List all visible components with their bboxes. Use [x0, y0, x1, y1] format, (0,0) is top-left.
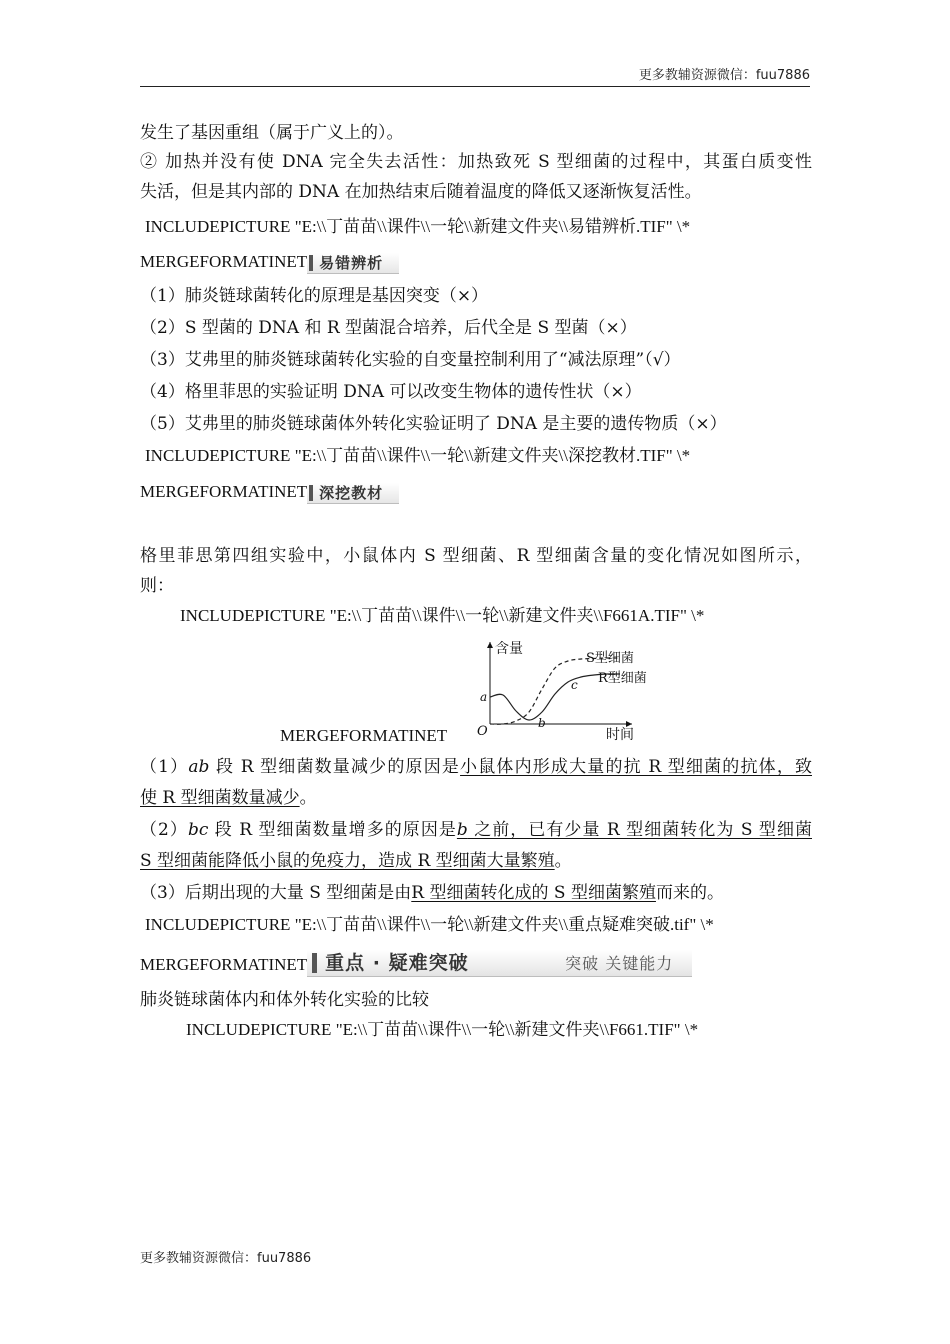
paragraph-line: ② 加热并没有使 DNA 完全失去活性：加热致死 S 型细菌的过程中，其蛋白质变性	[140, 152, 812, 172]
answer-2-line-2: S 型细菌能降低小鼠的免疫力，造成 R 型细菌大量繁殖。	[140, 851, 572, 871]
chart-plot	[480, 650, 647, 730]
field-code-line: INCLUDEPICTURE "E:\\丁苗苗\\课件\\一轮\\新建文件夹\\F661A.TIF" \*	[180, 606, 705, 625]
question-line: 则：	[140, 576, 174, 596]
judgement-item: （4）格里菲思的实验证明 DNA 可以改变生物体的遗传性状（×）	[140, 382, 642, 402]
y-axis-label: 含量	[495, 641, 523, 657]
paragraph-line: 失活，但是其内部的 DNA 在加热结束后随着温度的降低又逐渐恢复活性。	[140, 182, 702, 202]
banner-title: 重点 · 疑难突破	[325, 952, 469, 974]
annotation-c: c	[571, 678, 578, 692]
merge-format-text: MERGEFORMATINET	[140, 482, 308, 501]
field-code-line	[140, 250, 812, 274]
annotation-b: b	[538, 716, 546, 730]
series-line-s-bacteria	[490, 658, 620, 724]
merge-format-text: MERGEFORMATINET	[140, 252, 308, 271]
field-code-line: INCLUDEPICTURE "E:\\丁苗苗\\课件\\一轮\\新建文件夹\\F661.TIF" \*	[186, 1020, 699, 1039]
banner-bar	[309, 485, 313, 501]
page-header: 更多教辅资源微信：fuu7886	[140, 64, 810, 87]
page-footer: 更多教辅资源微信：fuu7886	[140, 1251, 312, 1266]
section-title: 肺炎链球菌体内和体外转化实验的比较	[140, 990, 429, 1010]
field-code-line	[140, 950, 812, 977]
field-code-line: INCLUDEPICTURE "E:\\丁苗苗\\课件\\一轮\\新建文件夹\\重点疑难突破.tif" \*	[145, 915, 714, 934]
banner-title: 易错辨析	[319, 254, 384, 272]
answer-2-line-1: （2）bc 段 R 型细菌数量增多的原因是b 之前，已有少量 R 型细菌转化为 S 型细菌	[140, 820, 812, 840]
annotation-a: a	[480, 690, 488, 704]
y-axis-arrow	[487, 642, 493, 648]
judgement-item: （3）艾弗里的肺炎链球菌转化实验的自变量控制利用了“减法原理”（√）	[140, 350, 681, 370]
judgement-item: （2）S 型菌的 DNA 和 R 型菌混合培养，后代全是 S 型菌（×）	[140, 318, 637, 338]
answer-3-line: （3）后期出现的大量 S 型细菌是由R 型细菌转化成的 S 型细菌繁殖而来的。	[140, 883, 724, 903]
section-banner-textbook	[307, 483, 399, 504]
answer-1-line-1: （1）ab 段 R 型细菌数量减少的原因是小鼠体内形成大量的抗 R 型细菌的抗体，致	[140, 757, 812, 777]
banner-title: 深挖教材	[319, 484, 384, 502]
answer-3-fill: R 型细菌转化成的 S 型细菌繁殖	[411, 883, 656, 903]
judgement-item: （1）肺炎链球菌转化的原理是基因突变（×）	[140, 286, 489, 306]
section-banner-key-points	[307, 950, 692, 977]
banner-bar	[309, 255, 313, 271]
origin-label: O	[477, 724, 488, 739]
section-banner-mistakes	[307, 253, 399, 274]
answer-2-fill: S 型细菌能降低小鼠的免疫力，造成 R 型细菌大量繁殖	[140, 851, 555, 871]
question-line: 格里菲思第四组实验中，小鼠体内 S 型细菌、R 型细菌含量的变化情况如图所示，	[140, 546, 812, 566]
banner-subtitle: 突破 关键能力	[565, 954, 674, 973]
paragraph-line: 发生了基因重组（属于广义上的）。	[140, 123, 404, 143]
judgement-item: （5）艾弗里的肺炎链球菌体外转化实验证明了 DNA 是主要的遗传物质（×）	[140, 414, 727, 434]
legend-label-r-bacteria: R型细菌	[598, 671, 647, 686]
answer-1-line-2: 使 R 型细菌数量减少。	[140, 788, 317, 808]
x-axis-label: 时间	[606, 727, 634, 743]
field-code-line: INCLUDEPICTURE "E:\\丁苗苗\\课件\\一轮\\新建文件夹\\易错辨析.TIF" \*	[145, 217, 691, 236]
merge-format-text: MERGEFORMATINET	[280, 726, 448, 745]
banner-bar	[312, 953, 317, 973]
field-code-line	[140, 480, 812, 504]
field-code-line: INCLUDEPICTURE "E:\\丁苗苗\\课件\\一轮\\新建文件夹\\深挖教材.TIF" \*	[145, 446, 691, 465]
answer-1-fill: 小鼠体内形成大量的抗 R 型细菌的抗体，致	[460, 757, 812, 777]
answer-1-fill: 使 R 型细菌数量减少	[140, 788, 300, 808]
answer-2-fill: b 之前，已有少量 R 型细菌转化为 S 型细菌	[456, 820, 812, 840]
legend-label-s-bacteria: S型细菌	[586, 651, 634, 666]
merge-format-text: MERGEFORMATINET	[140, 955, 308, 974]
